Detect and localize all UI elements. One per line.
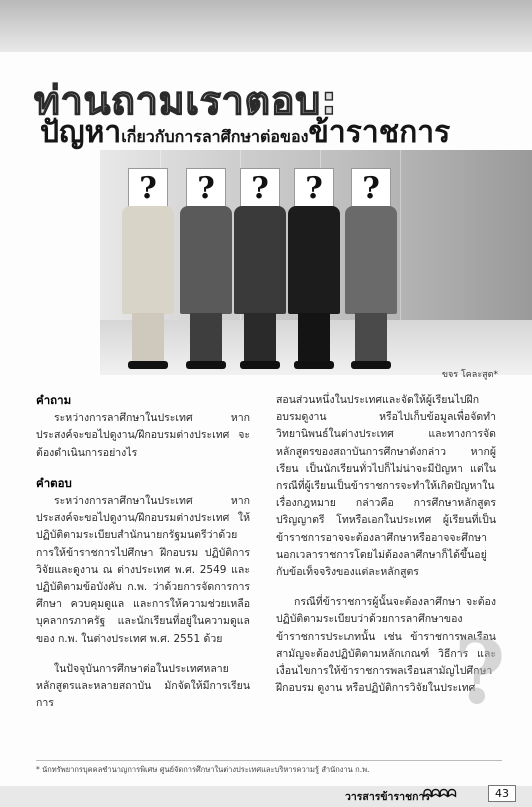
journal-logo: ᗣᗣᗣᗣ <box>423 787 456 800</box>
subtitle-small: เกี่ยวกับการลาศึกษาต่อของ <box>121 127 309 146</box>
person-legs <box>244 313 276 363</box>
subtitle-end: ข้าราชการ <box>308 115 451 150</box>
question-sign: ? <box>294 168 334 208</box>
question-sign: ? <box>240 168 280 208</box>
author-caption: ขจร โคละสูต* <box>441 370 498 380</box>
person-legs <box>355 313 387 363</box>
person-shoes <box>294 361 334 369</box>
person-suit <box>288 206 340 314</box>
question-text: ระหว่างการลาศึกษาในประเทศ หากประสงค์จะขอไปดูงาน/ฝึกอบรมต่างประเทศ จะต้องดำเนินการอย่างไร <box>36 412 250 459</box>
page-title: ท่านถามเราตอบ: <box>34 79 338 124</box>
person-suit <box>180 206 232 314</box>
answer-heading: คำตอบ <box>36 475 72 490</box>
header-band <box>0 0 532 52</box>
person-suit <box>234 206 286 314</box>
subtitle-large: ปัญหา <box>40 115 122 150</box>
page-number: 43 <box>488 785 516 802</box>
footnote-divider <box>36 760 502 761</box>
question-sign: ? <box>186 168 226 208</box>
journal-name: วารสารข้าราชการ <box>345 791 431 803</box>
person-suit <box>345 206 397 314</box>
question-sign: ? <box>128 168 168 208</box>
person-shoes <box>128 361 168 369</box>
person-suit <box>122 206 174 314</box>
wall-panel-line <box>400 150 401 320</box>
page-subtitle <box>40 115 451 150</box>
question-heading: คำถาม <box>36 393 72 407</box>
left-column <box>36 392 250 725</box>
question-mark-graphic: ? <box>454 620 506 724</box>
question-sign: ? <box>351 168 391 208</box>
header-photo <box>100 150 532 375</box>
person-legs <box>132 313 164 363</box>
person-shoes <box>351 361 391 369</box>
body-paragraph: สอนส่วนหนึ่งในประเทศและจัดให้ผู้เรียนไปฝึกอบรมดูงาน หรือไปเก็บข้อมูลเพื่อจัดทำวิทยานิพนธ์ในต่างประเทศ และทางการจัดหลักสูตรของสถาบันการศึกษาดังกล่าว หากผู้เรียน เป็นนักเรียนทั่วไปก็ไม่น่าจะมีปัญหา แต่ในกรณีที่ผู้เรียนเป็นข้าราชการจะทำให้เกิดปัญหาในเรื่องกฎหมาย กล่าวคือ การศึกษาหลักสูตรปริญญาตรี โทหรือเอกในประเทศ ผู้เรียนที่เป็นข้าราชการอาจจะต้องลาศึกษาหรืออาจจะศึกษานอกเวลาราชการโดยไม่ต้องลาศึกษาก็ได้ขึ้นอยู่กับข้อเท็จจริงของแต่ละหลักสูตร <box>276 394 496 579</box>
person-shoes <box>240 361 280 369</box>
person-shoes <box>186 361 226 369</box>
person-legs <box>298 313 330 363</box>
answer-paragraph: ในปัจจุบันการศึกษาต่อในประเทศหลายหลักสูตรและหลายสถาบัน มักจัดให้มีการเรียนการ <box>36 662 250 710</box>
footnote: * นักทรัพยากรบุคคลชำนาญการพิเศษ ศูนย์จัดการศึกษาในต่างประเทศและบริหารความรู้ สำนักงาน ก.พ. <box>36 765 370 774</box>
answer-paragraph: ระหว่างการลาศึกษาในประเทศ หากประสงค์จะขอไปดูงาน/ฝึกอบรมต่างประเทศ ให้ปฏิบัติตามระเบียบสำนักนายกรัฐมนตรีว่าด้วยการให้ข้าราชการไปศึกษา ฝึกอบรม ปฏิบัติการวิจัยและดูงาน ณ ต่างประเทศ พ.ศ. 2549 และปฏิบัติตามข้อบังคับ ก.พ. ว่าด้วยการจัดการการศึกษา ควบคุมดูแล และการให้ความช่วยเหลือบุคลากรภาครัฐ และนักเรียนที่อยู่ในความดูแลของ ก.พ. ในต่างประเทศ พ.ศ. 2551 ด้วย <box>36 495 250 645</box>
person-legs <box>190 313 222 363</box>
body-paragraph: กรณีที่ข้าราชการผู้นั้นจะต้องลาศึกษา จะต้องปฏิบัติตามระเบียบว่าด้วยการลาศึกษาของข้าราชการประเภทนั้น เช่น ข้าราชการพลเรือนสามัญจะต้องปฏิบัติตามหลักเกณฑ์ วิธีการ และเงื่อนไขการให้ข้าราชการพลเรือนสามัญไปศึกษา ฝึกอบรม ดูงาน หรือปฏิบัติการวิจัยในประเทศ <box>276 596 496 695</box>
